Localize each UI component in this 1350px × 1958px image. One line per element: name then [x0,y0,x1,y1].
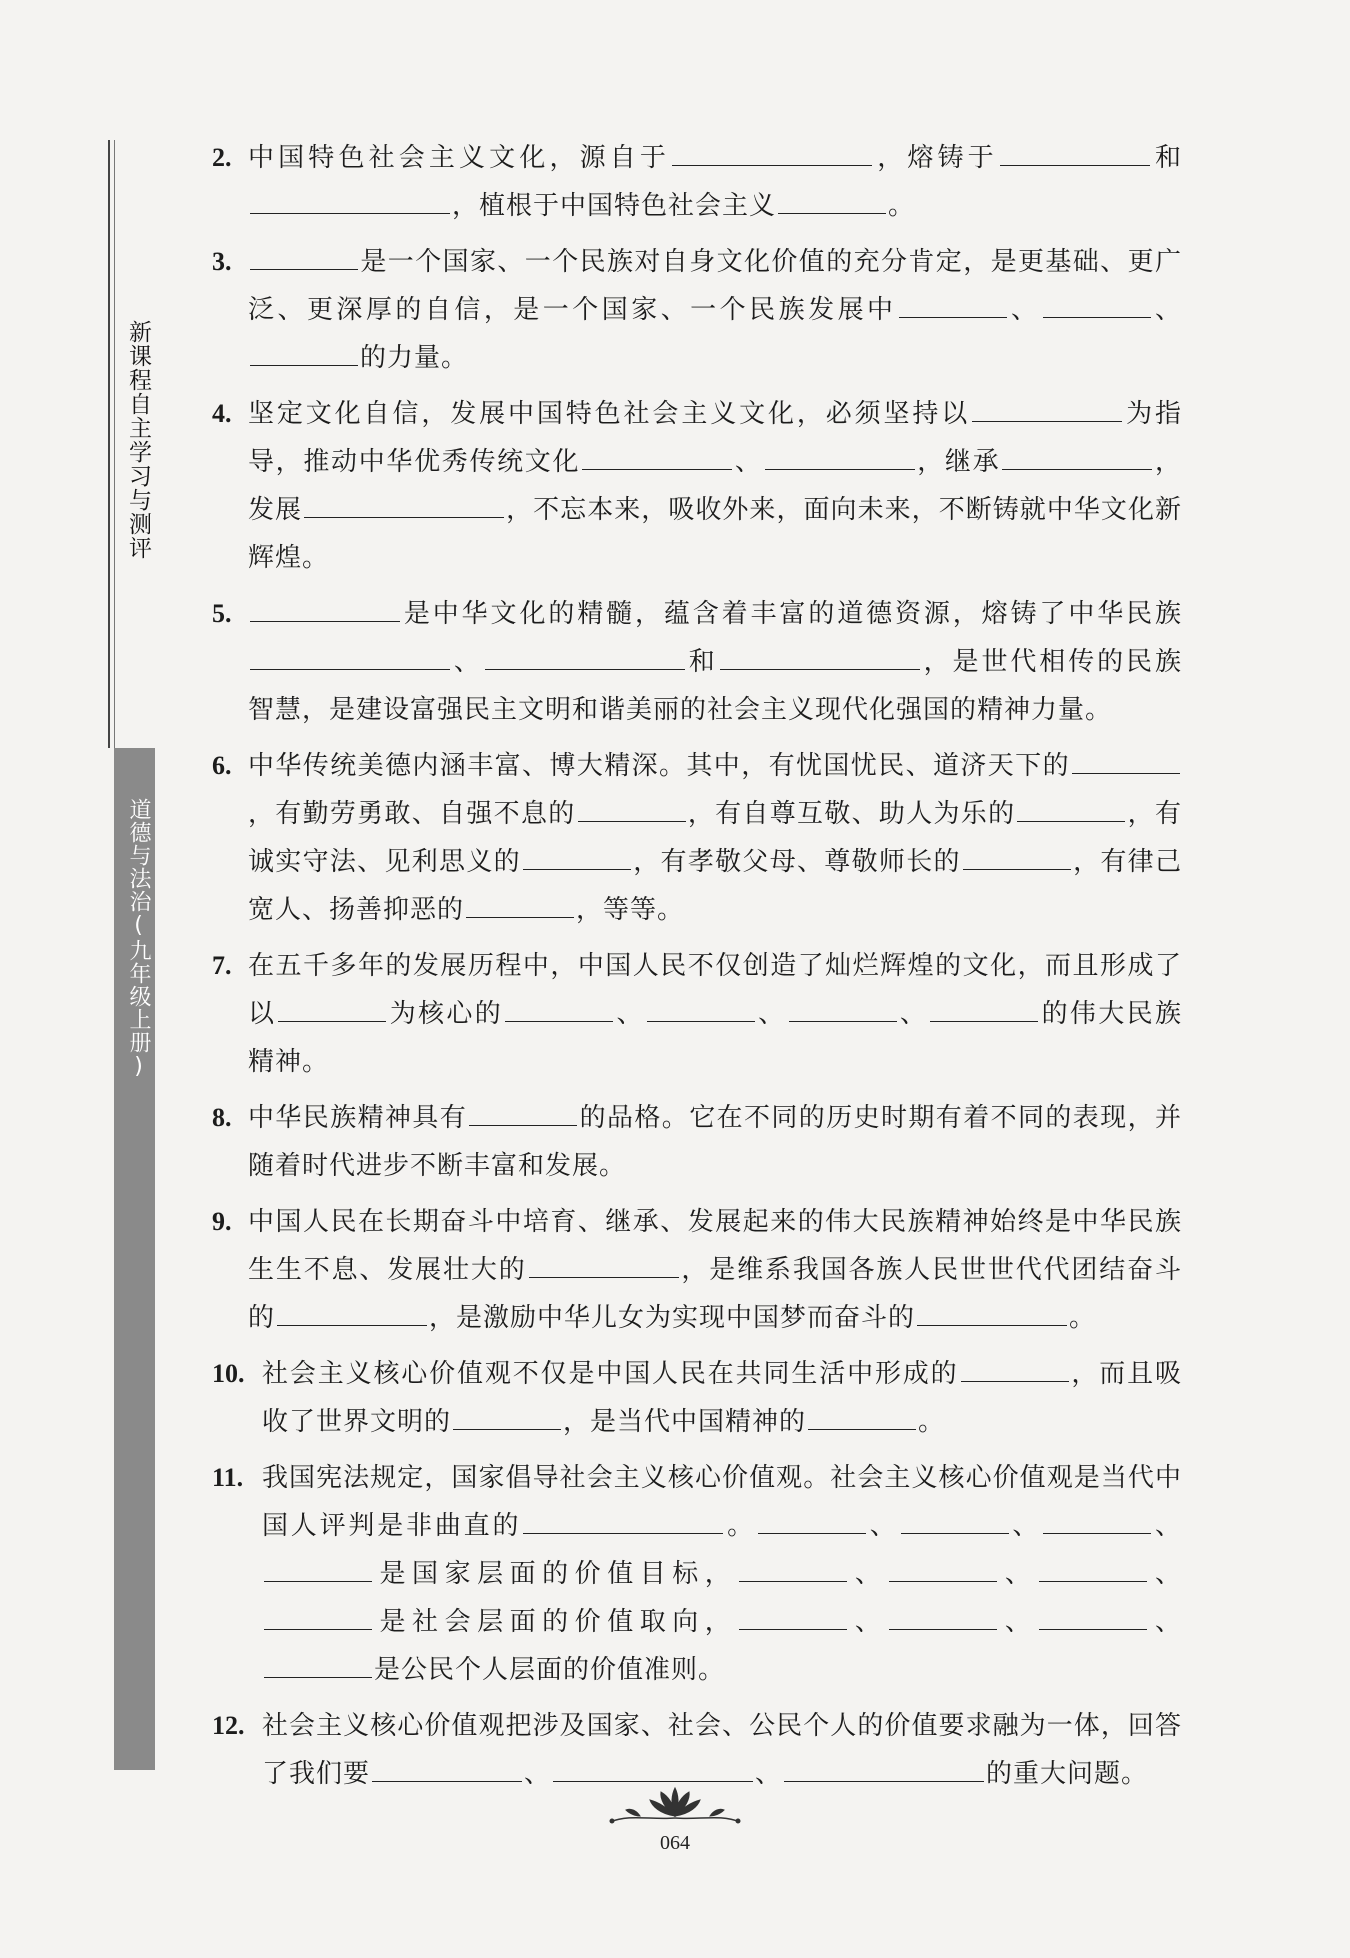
question-item [212,390,1182,582]
question-text-segment: ，发展 [248,447,1182,525]
question-text [248,1198,1182,1342]
question-number: 10. [212,1359,245,1388]
question-text-segment: 、 [524,1759,552,1789]
question-text-segment: 和 [1151,143,1182,173]
question-number: 2. [212,143,232,172]
question-text-segment: 、 [1153,1511,1182,1541]
question-text-segment: 、 [615,999,645,1029]
question-number: 7. [212,951,232,980]
answer-blank[interactable] [765,441,915,470]
question-number: 11. [212,1463,244,1492]
question-text-segment: 的伟大民族精神。 [248,999,1182,1077]
question-text-segment: 。 [888,191,916,221]
question-item [212,1094,1182,1190]
answer-blank[interactable] [808,1401,916,1430]
answer-blank[interactable] [523,841,631,870]
question-text-segment: ，等等。 [576,895,685,925]
answer-blank[interactable] [466,889,574,918]
answer-blank[interactable] [264,1553,372,1582]
answer-blank[interactable] [789,993,897,1022]
answer-blank[interactable] [758,1505,866,1534]
answer-blank[interactable] [889,1553,997,1582]
question-number: 4. [212,399,232,428]
question-text [248,238,1182,382]
answer-blank[interactable] [739,1553,847,1582]
question-text-segment: ，有自尊互敬、助人为乐的 [687,799,1016,829]
answer-blank[interactable] [1000,137,1150,166]
page-footer [590,1786,760,1855]
answer-blank[interactable] [529,1249,679,1278]
answer-blank[interactable] [930,993,1038,1022]
question-item [212,1350,1182,1446]
answer-blank[interactable] [485,641,685,670]
answer-blank[interactable] [1017,793,1125,822]
answer-blank[interactable] [264,1601,372,1630]
question-text-segment: 、 [1149,1559,1182,1589]
question-text-segment: ，继承 [916,447,1001,477]
answer-blank[interactable] [972,393,1122,422]
question-text-segment: ，有勤劳勇敢、自强不息的 [248,799,576,829]
answer-blank[interactable] [278,993,386,1022]
answer-blank[interactable] [672,137,872,166]
question-text [262,1454,1182,1694]
question-number: 9. [212,1207,232,1236]
question-number: 6. [212,751,232,780]
series-title: 新课程自主学习与测评 [125,320,151,560]
question-item [212,134,1182,230]
question-text-segment: 、 [1010,1511,1042,1541]
question-text-segment: 中国人民在长期奋斗中培育、继承、发展起来的伟大民族精神始终是中华民族生生不息、发展壮大的 [248,1207,1182,1285]
question-number: 12. [212,1711,245,1740]
question-text-segment: ，有孝敬父母、尊敬师长的 [632,847,961,877]
question-text [248,1094,1182,1190]
question-text-segment: 。 [1069,1303,1097,1333]
answer-blank[interactable] [1043,289,1151,318]
question-text-segment: 、 [452,647,483,677]
answer-blank[interactable] [1043,1505,1151,1534]
answer-blank[interactable] [264,1649,372,1678]
question-text [248,390,1182,582]
question-text-segment: ，熔铸于 [874,143,998,173]
answer-blank[interactable] [1039,1553,1147,1582]
page-number: 064 [660,1832,690,1854]
question-number: 8. [212,1103,232,1132]
question-text-segment: 我国宪法规定，国家倡导社会主义核心价值观。社会主义核心价值观是当代中国人评判是非曲直的 [262,1463,1182,1541]
question-text-segment: 、 [999,1559,1038,1589]
answer-blank[interactable] [901,1505,1009,1534]
question-text-segment: 是社会层面的价值取向， [374,1607,738,1637]
question-text-segment: 、 [849,1607,888,1637]
answer-blank[interactable] [899,289,1007,318]
answer-blank[interactable] [784,1753,984,1782]
answer-blank[interactable] [304,489,504,518]
sidebar-series-block [114,140,156,748]
question-text-segment: ，有律己宽人、扬善抑恶的 [248,847,1182,925]
question-text [262,1702,1182,1798]
question-text [248,742,1182,934]
answer-blank[interactable] [1039,1601,1147,1630]
answer-blank[interactable] [453,1401,561,1430]
answer-blank[interactable] [961,1353,1069,1382]
question-list [212,134,1182,1806]
question-item [212,1702,1182,1798]
question-item [212,942,1182,1086]
question-text-segment: 。 [725,1511,756,1541]
question-text-segment: 、 [756,999,787,1029]
answer-blank[interactable] [250,185,450,214]
answer-blank[interactable] [469,1097,577,1126]
answer-blank[interactable] [250,593,400,622]
question-text [248,942,1182,1086]
question-text-segment: 中华传统美德内涵丰富、博大精深。其中，有忧国忧民、道济天下的 [248,751,1070,781]
answer-blank[interactable] [277,1297,427,1326]
question-text-segment: ，是世代相传的民族智慧，是建设富强民主文明和谐美丽的社会主义现代化强国的精神力量。 [248,647,1182,725]
question-text-segment: 的品格。它在不同的历史时期有着不同的表现，并随着时代进步不断丰富和发展。 [248,1103,1182,1181]
question-text-segment: 是中华文化的精髓，蕴含着丰富的道德资源，熔铸了中华民族 [402,599,1182,629]
question-text-segment: 、 [1152,295,1182,325]
question-text [248,134,1182,230]
question-text-segment: ，是当代中国精神的 [563,1407,807,1437]
question-text-segment: 、 [755,1759,783,1789]
question-text-segment: 社会主义核心价值观不仅是中国人民在共同生活中形成的 [262,1359,959,1389]
sidebar-subject-block [114,748,155,1770]
question-text-segment: 的重大问题。 [986,1759,1149,1789]
answer-blank[interactable] [505,993,613,1022]
subject-title: 道德与法治(九年级上册) [126,798,151,1080]
question-text-segment: 在五千多年的发展历程中，中国人民不仅创造了灿烂辉煌的文化，而且形成了以 [248,951,1182,1029]
question-text-segment: 为核心的 [388,999,504,1029]
question-text-segment: ，是维系我国各族人民世世代代团结奋斗的 [248,1255,1182,1333]
question-text-segment: 和 [686,647,718,677]
question-item [212,238,1182,382]
answer-blank[interactable] [582,441,732,470]
answer-blank[interactable] [778,185,886,214]
question-number: 3. [212,247,232,276]
question-text-segment: 、 [898,999,929,1029]
answer-blank[interactable] [917,1297,1067,1326]
question-item [212,1454,1182,1694]
question-text-segment: 、 [1008,295,1041,325]
question-text-segment: ，而且吸收了世界文明的 [262,1359,1182,1437]
question-text-segment: 社会主义核心价值观把涉及国家、社会、公民个人的价值要求融为一体，回答了我们要 [262,1711,1182,1789]
question-text-segment: 、 [734,447,763,477]
answer-blank[interactable] [1002,441,1152,470]
question-item [212,742,1182,934]
question-text-segment: 是一个国家、一个民族对自身文化价值的充分肯定，是更基础、更广泛、更深厚的自信，是一个国家、一个民族发展中 [248,247,1182,325]
answer-blank[interactable] [889,1601,997,1630]
question-text-segment: ，植根于中国特色社会主义 [452,191,777,221]
question-number: 5. [212,599,232,628]
question-text-segment: ，有诚实守法、见利思义的 [248,799,1182,877]
answer-blank[interactable] [372,1753,522,1782]
question-text-segment: 。 [918,1407,946,1437]
answer-blank[interactable] [250,337,358,366]
answer-blank[interactable] [647,993,755,1022]
answer-blank[interactable] [578,793,686,822]
answer-blank[interactable] [250,641,450,670]
question-text-segment: 是国家层面的价值目标， [374,1559,738,1589]
question-text-segment: 、 [999,1607,1038,1637]
question-text-segment: 、 [849,1559,888,1589]
question-text-segment: 坚定文化自信，发展中国特色社会主义文化，必须坚持以 [248,399,971,429]
answer-blank[interactable] [523,1505,723,1534]
question-text-segment: 的力量。 [360,343,469,373]
question-text-segment: 、 [1149,1607,1182,1637]
answer-blank[interactable] [963,841,1071,870]
question-text [262,1350,1182,1446]
question-text-segment: 中国特色社会主义文化，源自于 [248,143,671,173]
question-item [212,590,1182,734]
answer-blank[interactable] [250,241,358,270]
floral-ornament-icon [590,1786,760,1834]
answer-blank[interactable] [553,1753,753,1782]
question-text-segment: ，是激励中华儿女为实现中国梦而奋斗的 [429,1303,916,1333]
question-item [212,1198,1182,1342]
question-text-segment: ，不忘本来，吸收外来，面向未来，不断铸就中华文化新辉煌。 [248,495,1182,573]
answer-blank[interactable] [1072,745,1180,774]
question-text-segment: 是公民个人层面的价值准则。 [374,1655,726,1685]
question-text [248,590,1182,734]
question-text-segment: 中华民族精神具有 [248,1103,468,1133]
question-text-segment: 为指导，推动中华优秀传统文化 [248,399,1182,477]
question-text-segment: 、 [867,1511,899,1541]
answer-blank[interactable] [739,1601,847,1630]
sidebar-divider [108,140,110,748]
answer-blank[interactable] [720,641,920,670]
